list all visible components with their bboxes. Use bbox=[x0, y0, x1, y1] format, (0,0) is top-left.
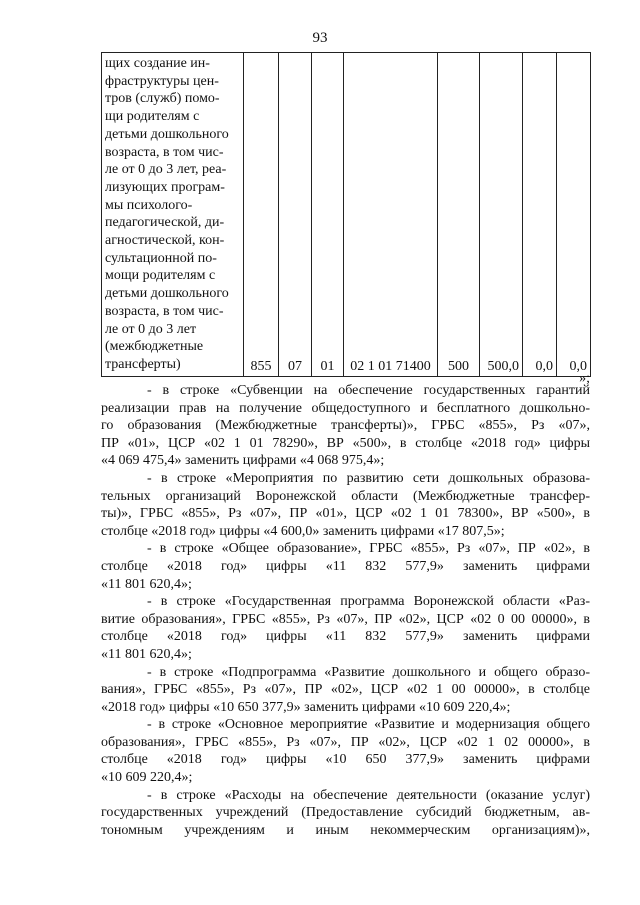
paragraph-line: столбце «2018 год» цифры «11 832 577,9» заменить цифрами bbox=[101, 629, 590, 645]
paragraph-line: го образования (Межбюджетные трансферты)», ГРБС «855», Рз «07», bbox=[101, 418, 590, 434]
row-name-line: (межбюджетные bbox=[105, 339, 204, 355]
row-name-line: ле от 0 до 3 лет bbox=[105, 321, 197, 337]
paragraph-line: тельных организаций Воронежской области (Межбюджетные трансфер- bbox=[101, 488, 590, 504]
row-name-line: щи родителям с bbox=[105, 109, 200, 125]
row-name-cell bbox=[102, 53, 244, 377]
paragraph-line: столбце «2018 год» цифры «4 600,0» заменить цифрами «17 807,5»; bbox=[101, 523, 505, 539]
paragraph-line: «11 801 620,4»; bbox=[101, 646, 192, 662]
paragraph-line: ты)», ГРБС «855», Рз «07», ПР «01», ЦСР «02 1 01 78300», ВР «500», в bbox=[101, 506, 590, 522]
page-number: 93 bbox=[312, 30, 328, 46]
value-2020-cell: 0,0 bbox=[557, 53, 591, 377]
budget-table bbox=[101, 52, 591, 377]
row-name-line: ле от 0 до 3 лет, реа- bbox=[105, 162, 227, 178]
amendment-paragraph bbox=[101, 470, 590, 540]
grbs-cell: 855 bbox=[244, 53, 279, 377]
pr-cell: 01 bbox=[312, 53, 344, 377]
amendment-paragraph bbox=[101, 664, 590, 717]
paragraph-line: государственных учреждений (Предоставление субсидий бюджетным, ав- bbox=[101, 805, 590, 821]
paragraph-line: «4 069 475,4» заменить цифрами «4 068 975,4»; bbox=[101, 453, 385, 469]
row-name-line: детьми дошкольного bbox=[105, 126, 229, 142]
paragraph-line: - в строке «Общее образование», ГРБС «855», Рз «07», ПР «02», в bbox=[147, 541, 590, 557]
row-name-line: фраструктуры цен- bbox=[105, 73, 219, 89]
paragraph-line: - в строке «Мероприятия по развитию сети дошкольных образова- bbox=[147, 470, 590, 486]
paragraph-line: реализации прав на получение общедоступного и бесплатного дошкольно- bbox=[101, 400, 590, 416]
paragraph-line: - в строке «Государственная программа Воронежской области «Раз- bbox=[147, 594, 590, 610]
row-name-line: педагогической, ди- bbox=[105, 215, 225, 231]
row-name-line: мощи родителям с bbox=[105, 268, 216, 284]
paragraph-line: образования», ГРБС «855», Рз «07», ПР «02», ЦСР «02 1 02 00000», в bbox=[101, 734, 590, 750]
paragraph-line: «11 801 620,4»; bbox=[101, 576, 192, 592]
row-name-line: мы психолого- bbox=[105, 197, 193, 213]
paragraph-line: «10 609 220,4»; bbox=[101, 770, 193, 786]
paragraph-line: - в строке «Основное мероприятие «Развитие и модернизация общего bbox=[147, 717, 590, 733]
table-row bbox=[102, 53, 591, 377]
row-name-line: тров (служб) помо- bbox=[105, 91, 220, 107]
amendment-paragraph bbox=[101, 382, 590, 470]
paragraph-line: - в строке «Субвенции на обеспечение государственных гарантий bbox=[147, 383, 590, 398]
paragraph-line: столбце «2018 год» цифры «11 832 577,9» заменить цифрами bbox=[101, 558, 590, 574]
paragraph-line: вания», ГРБС «855», Рз «07», ПР «02», ЦСР «02 1 00 00000», в столбце bbox=[101, 682, 590, 698]
value-2018-cell: 500,0 bbox=[480, 53, 523, 377]
paragraph-line: - в строке «Подпрограмма «Развитие дошкольного и общего образо- bbox=[147, 664, 590, 680]
row-name-line: сультационной по- bbox=[105, 250, 217, 266]
row-name-line: возраста, в том чис- bbox=[105, 144, 224, 160]
paragraph-line: витие образования», ГРБС «855», Рз «07», ПР «02», ЦСР «02 0 00 00000», в bbox=[101, 611, 590, 627]
vr-cell: 500 bbox=[438, 53, 480, 377]
amendment-paragraph bbox=[101, 716, 590, 786]
paragraph-line: столбце «2018 год» цифры «10 650 377,9» заменить цифрами bbox=[101, 752, 590, 768]
paragraph-line: ПР «01», ЦСР «02 1 01 78290», ВР «500», в столбце «2018 год» цифры bbox=[101, 435, 590, 451]
row-name-line: щих создание ин- bbox=[105, 56, 210, 71]
paragraph-line: «2018 год» цифры «10 650 377,9» заменить цифрами «10 609 220,4»; bbox=[101, 699, 511, 715]
value-2019-cell: 0,0 bbox=[523, 53, 557, 377]
row-name-line: лизующих програм- bbox=[105, 179, 225, 195]
row-name-line: возраста, в том чис- bbox=[105, 303, 224, 319]
closing-quote: »; bbox=[579, 371, 590, 386]
rz-cell: 07 bbox=[279, 53, 312, 377]
amendment-paragraph bbox=[101, 787, 590, 840]
amendment-paragraph bbox=[101, 593, 590, 663]
amendment-paragraph bbox=[101, 540, 590, 593]
row-name-line: детьми дошкольного bbox=[105, 286, 229, 302]
csr-cell: 02 1 01 71400 bbox=[344, 53, 438, 377]
paragraph-line: тономным учреждениям и иным некоммерческим организациям)», bbox=[101, 822, 590, 838]
paragraph-line: - в строке «Расходы на обеспечение деятельности (оказание услуг) bbox=[147, 787, 590, 803]
amendments-text bbox=[101, 382, 590, 839]
row-name-line: трансферты) bbox=[105, 356, 181, 372]
row-name-line: агностической, кон- bbox=[105, 233, 225, 249]
